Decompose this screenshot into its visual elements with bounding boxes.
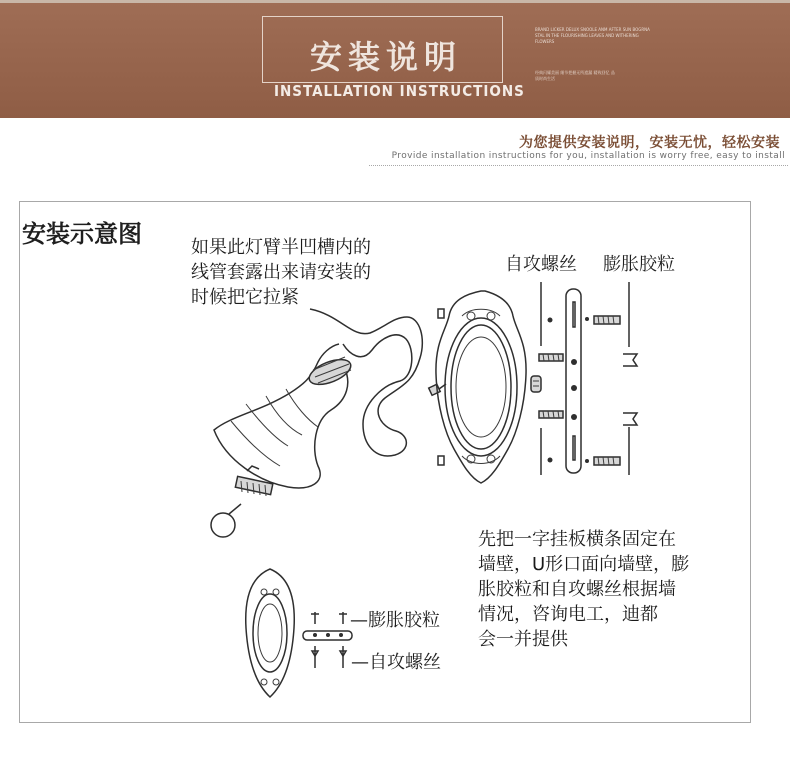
banner-title-en: INSTALLATION INSTRUCTIONS — [274, 82, 525, 100]
small-screw-label: —自攻螺丝 — [351, 652, 441, 673]
installation-instruction: 先把一字挂板横条固定在 墙壁，U形口面向墙壁，膨 胀胶粒和自攻螺丝根据墙 情况，咨询电工，迪都 会一并提供 — [478, 529, 690, 650]
sleeve-note: 如果此灯臂半凹槽内的 线管套露出来请安装的 时候把它拉紧 — [191, 237, 371, 308]
mounting-bar-icon — [531, 289, 581, 473]
promo-english: Provide installation instructions for you, installation is worry free, easy to install — [391, 151, 785, 161]
screw-icon — [539, 282, 620, 475]
anchor-label: 膨胀胶粒 — [603, 254, 675, 275]
screw-label: 自攻螺丝 — [505, 254, 577, 275]
small-anchor-label: —膨胀胶粒 — [350, 610, 440, 631]
lamp-icon — [211, 309, 446, 537]
banner-title-cn: 安装说明 — [310, 38, 463, 76]
wall-plate-icon — [436, 291, 526, 483]
diagram-title: 安装示意图 — [22, 219, 142, 248]
promo-chinese: 为您提供安装说明，安装无忧，轻松安装 — [519, 135, 780, 151]
small-wall-plate-icon — [246, 569, 352, 697]
banner-micro-text-bottom: 经典闪耀美丽 细节把握无所遗漏 精致回忆 品质时尚生活 — [535, 70, 615, 81]
banner-micro-text-top: BRAND LICKER DELUX SNOOLE ANM AFTER SUN BOGRNA STAL IN THE FLOURISHING LEAVES AND WITHERING FLOWERS — [535, 27, 650, 44]
anchor-icon — [585, 282, 637, 475]
